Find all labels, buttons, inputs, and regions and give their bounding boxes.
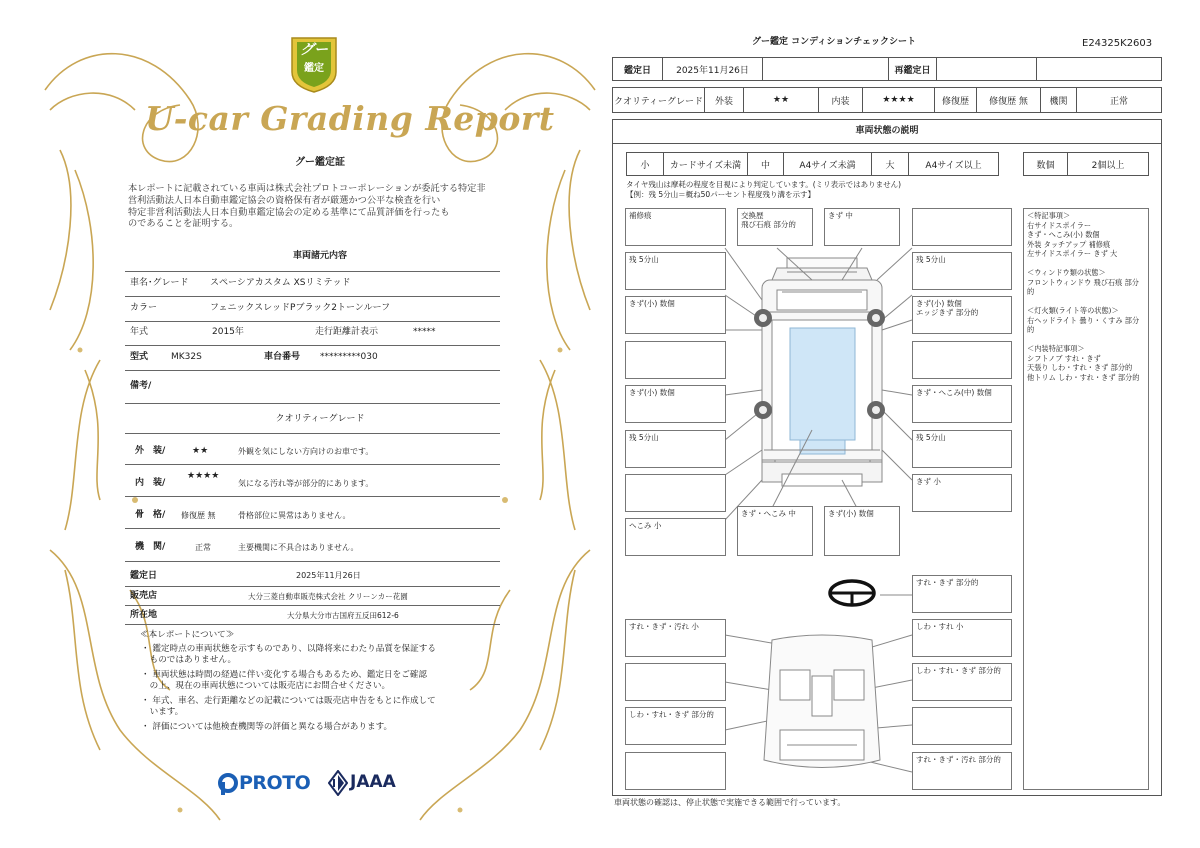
box-interior-left-2 bbox=[625, 663, 726, 701]
box-interior-right-2: しわ・すれ・きず 部分的 bbox=[912, 663, 1012, 701]
footer-note: 車両状態の確認は、停止状態で実施できる範囲で行っています。 bbox=[614, 798, 846, 807]
size-mid: 中 bbox=[748, 153, 784, 175]
address-label: 所在地 bbox=[130, 610, 158, 620]
box-left-3: きず(小) 数個 bbox=[625, 296, 726, 334]
certificate-intro: 本レポートに記載されている車両は株式会社プロトコーポレーションが委託する特定非 営利活動法人日本自動車鑑定協会の資格保有者が厳選かつ公平な検査を行い 特定非営利活動法人日本自動車鑑定協会の定める基準にて品質評価を行ったも のであることを証明する。 bbox=[128, 183, 486, 230]
grade-exterior-label: 外装 bbox=[705, 88, 744, 112]
box-interior-left-4: しわ・すれ・きず 部分的 bbox=[625, 707, 726, 745]
quality-interior-desc: 気になる汚れ等が部分的にあります。 bbox=[238, 479, 374, 488]
spec-name-value: スペーシアカスタム XSリミテッド bbox=[210, 278, 351, 288]
proto-text: PROTO bbox=[239, 772, 311, 794]
box-interior-left-1: すれ・きず・汚れ 小 bbox=[625, 619, 726, 657]
quality-frame-label: 骨 格/ bbox=[135, 510, 166, 520]
box-interior-right-3 bbox=[912, 707, 1012, 745]
count-legend bbox=[1023, 152, 1149, 176]
note-1: ・ 鑑定時点の車両状態を示すものであり、以降将来にわたり品質を保証する ものではありません。 bbox=[141, 644, 436, 665]
spec-name-label: 車名･グレード bbox=[130, 278, 189, 288]
script-title: U-car Grading Report bbox=[145, 99, 555, 138]
reappraisal-label: 再鑑定日 bbox=[889, 58, 937, 80]
sheet-title: グー鑑定 コンディションチェックシート bbox=[752, 37, 916, 47]
spec-chassis-label: 車台番号 bbox=[264, 352, 301, 362]
grade-repair-label: 修復歴 bbox=[935, 88, 977, 112]
badge-mark: グー bbox=[300, 42, 328, 58]
box-right-7: きず 小 bbox=[912, 474, 1012, 512]
date-row bbox=[612, 57, 1162, 81]
proto-logo bbox=[217, 771, 317, 797]
dealer-label: 販売店 bbox=[130, 591, 158, 601]
gu-appraisal-badge bbox=[286, 32, 342, 94]
box-bottom-2: きず(小) 数個 bbox=[824, 506, 900, 556]
box-top-2: きず 中 bbox=[824, 208, 900, 246]
appraisal-date-value: 2025年11月26日 bbox=[296, 571, 361, 580]
jaaa-text: JAAA bbox=[350, 772, 396, 792]
box-left-2: 残 5分山 bbox=[625, 252, 726, 290]
spec-year-label: 年式 bbox=[130, 327, 149, 337]
quality-exterior-desc: 外観を気にしない方向けのお車です。 bbox=[238, 447, 374, 456]
grade-row bbox=[612, 87, 1162, 113]
spec-model-value: MK32S bbox=[171, 352, 202, 362]
quality-section-title: クオリティーグレード bbox=[275, 414, 365, 424]
certificate-title: グー鑑定証 bbox=[295, 157, 345, 168]
size-legend bbox=[626, 152, 999, 176]
box-left-8: へこみ 小 bbox=[625, 518, 726, 556]
spec-model-label: 型式 bbox=[130, 352, 149, 362]
tire-note: タイヤ残山は摩耗の程度を目視により判定しています。(ミリ表示ではありません) 【例：残 5分山＝概ね50パーセント程度残り溝を示す】 bbox=[626, 180, 902, 199]
grade-repair-value: 修復歴 無 bbox=[977, 88, 1041, 112]
note-4: ・ 評価については他検査機関等の評価と異なる場合があります。 bbox=[141, 722, 393, 732]
quality-exterior-label: 外 装/ bbox=[135, 446, 166, 456]
size-large: 大 bbox=[872, 153, 909, 175]
size-small: 小 bbox=[627, 153, 664, 175]
quality-frame-grade: 修復歴 無 bbox=[181, 511, 216, 520]
grade-exterior-value: ★★ bbox=[744, 88, 819, 112]
size-mid-desc: A4サイズ未満 bbox=[784, 153, 872, 175]
size-small-desc: カードサイズ未満 bbox=[664, 153, 748, 175]
quality-engine-desc: 主要機関に不具合はありません。 bbox=[238, 543, 359, 552]
dealer-value: 大分三菱自動車販売株式会社 クリーンカー花園 bbox=[248, 592, 408, 601]
box-right-6: 残 5分山 bbox=[912, 430, 1012, 468]
count-desc: 2個以上 bbox=[1091, 160, 1125, 171]
state-title: 車両状態の説明 bbox=[855, 126, 919, 136]
jaaa-logo bbox=[328, 769, 418, 797]
box-interior-right-4: すれ・きず・汚れ 部分的 bbox=[912, 752, 1012, 790]
address-value: 大分県大分市古国府五反田612-6 bbox=[287, 611, 399, 620]
box-left-1: 補修痕 bbox=[625, 208, 726, 246]
grade-quality-label: クオリティーグレード bbox=[613, 88, 705, 112]
box-left-4 bbox=[625, 341, 726, 379]
quality-exterior-grade: ★★ bbox=[192, 446, 209, 456]
steering-wheel-icon bbox=[830, 581, 874, 605]
date-value: 2025年11月26日 bbox=[663, 58, 763, 80]
box-left-5: きず(小) 数個 bbox=[625, 385, 726, 423]
box-right-3: きず(小) 数個 エッジきず 部分的 bbox=[912, 296, 1012, 334]
count-label: 数個 bbox=[1024, 153, 1068, 175]
grade-engine-value: 正常 bbox=[1109, 96, 1128, 107]
box-left-6: 残 5分山 bbox=[625, 430, 726, 468]
box-interior-left-5 bbox=[625, 752, 726, 790]
box-right-4 bbox=[912, 341, 1012, 379]
spec-chassis-value: *********030 bbox=[320, 352, 378, 362]
note-2: ・ 車両状態は時間の経過に伴い変化する場合もあるため、鑑定日をご確認 の上、現在の車両状態については販売店にお問合せください。 bbox=[141, 670, 427, 691]
note-3: ・ 年式、車名、走行距離などの記載については販売店申告をもとに作成して います。 bbox=[141, 696, 436, 717]
special-notes: ＜特記事項＞ 右サイドスポイラー きず・へこみ(小) 数個 外装 タッチアップ 補修痕 左サイドスポイラー きず 大 ＜ウィンドウ類の状態＞ フロントウィンドウ 飛び石痕 部分的 ＜灯火類(ライト等の状態)＞ 右ヘッドライト 曇り・くすみ 部分的 ＜内装特記事項＞ シフトノブ すれ・きず 天張り しわ・すれ・きず 部分的 他トリム しわ・すれ・きず 部分的 bbox=[1023, 208, 1149, 790]
appraisal-date-label: 鑑定日 bbox=[130, 571, 158, 581]
grade-interior-value: ★★★★ bbox=[863, 88, 935, 112]
box-top-1: 交換歴 飛び石痕 部分的 bbox=[737, 208, 813, 246]
spec-color-value: フェニックスレッドPブラック2トーンルーフ bbox=[210, 303, 391, 313]
box-bottom-1: きず・へこみ 中 bbox=[737, 506, 813, 556]
quality-engine-grade: 正常 bbox=[195, 543, 211, 552]
quality-frame-desc: 骨格部位に異常はありません。 bbox=[238, 511, 351, 520]
quality-engine-label: 機 関/ bbox=[135, 542, 166, 552]
spec-color-label: カラー bbox=[130, 303, 158, 313]
date-label: 鑑定日 bbox=[613, 58, 663, 80]
box-right-1 bbox=[912, 208, 1012, 246]
quality-interior-label: 内 装/ bbox=[135, 478, 166, 488]
notes-title: ≪本レポートについて≫ bbox=[140, 630, 235, 640]
spec-mileage-label: 走行距離計表示 bbox=[315, 327, 379, 337]
spec-note-label: 備考/ bbox=[130, 381, 152, 391]
sheet-id: E24325K2603 bbox=[1082, 38, 1153, 49]
size-large-desc: A4サイズ以上 bbox=[925, 160, 982, 171]
box-right-2: 残 5分山 bbox=[912, 252, 1012, 290]
spec-mileage-value: ***** bbox=[413, 327, 436, 337]
spec-year-value: 2015年 bbox=[212, 327, 244, 337]
box-left-7 bbox=[625, 474, 726, 512]
box-steering: すれ・きず 部分的 bbox=[912, 575, 1012, 613]
grade-interior-label: 内装 bbox=[819, 88, 863, 112]
box-right-5: きず・へこみ(中) 数個 bbox=[912, 385, 1012, 423]
grade-engine-label: 機関 bbox=[1041, 88, 1077, 112]
proto-mark-icon bbox=[217, 772, 239, 796]
box-interior-right-1: しわ・すれ 小 bbox=[912, 619, 1012, 657]
jaaa-mark-icon bbox=[328, 770, 348, 796]
spec-section-title: 車両諸元内容 bbox=[292, 251, 347, 261]
badge-label: 鑑定 bbox=[304, 63, 324, 74]
certificate-page bbox=[40, 30, 600, 830]
quality-interior-grade: ★★★★ bbox=[187, 471, 220, 481]
